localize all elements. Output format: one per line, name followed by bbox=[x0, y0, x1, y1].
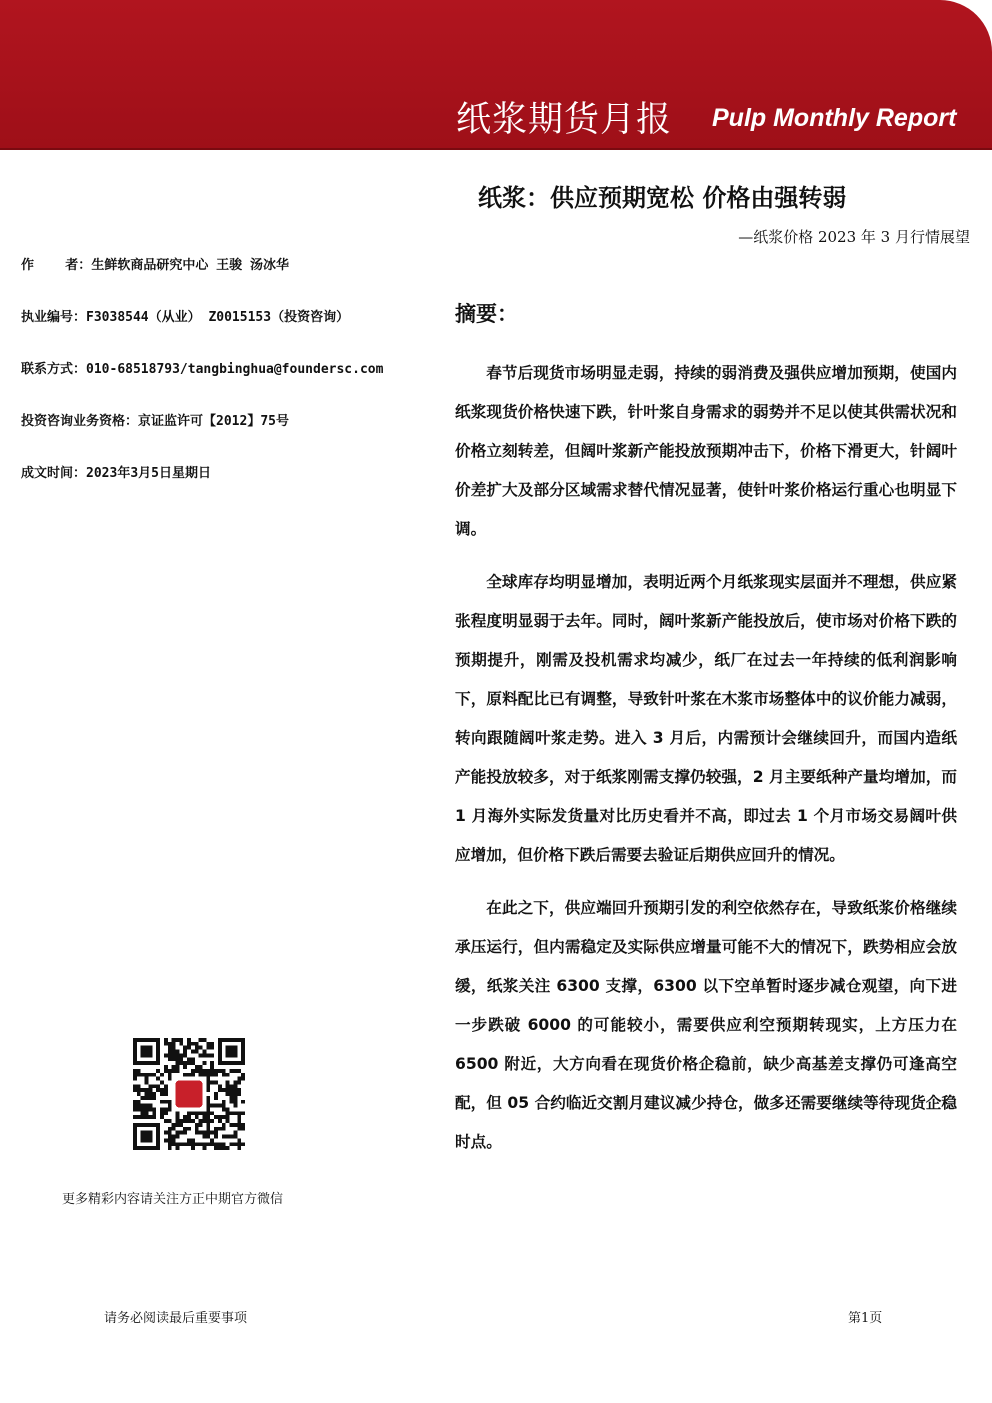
meta-date-value: 2023年3月5日星期日 bbox=[86, 466, 211, 481]
footer-notice[interactable]: 请务必阅读最后重要事项 bbox=[104, 1311, 248, 1326]
wechat-qr-code-icon[interactable] bbox=[133, 1038, 245, 1150]
meta-qualification bbox=[21, 410, 289, 429]
meta-date bbox=[21, 462, 211, 481]
report-title-cn: 纸浆期货月报 bbox=[456, 100, 673, 140]
abstract-paragraph: 在此之下，供应端回升预期引发的利空依然存在，导致纸浆价格继续承压运行，但内需稳定及实际供应增量可能不大的情况下，跌势相应会放缓，纸浆关注 6300 支撑，6300 以下空单暂时逐步减仓观望，向下进一步跌破 6000 的可能较小，需要供应利空预期转现实，上方压力在 6500 附近，大方向看在现货价格企稳前，缺少高基差支撑仍可逢高空配，但 05 合约临近交割月建议减少持仓，做多还需要继续等待现货企稳时点。 bbox=[455, 899, 957, 1151]
page-number: 第1页 bbox=[848, 1311, 883, 1326]
qr-caption: 更多精彩内容请关注方正中期官方微信 bbox=[62, 1192, 284, 1207]
meta-license-label: 执业编号： bbox=[21, 310, 87, 325]
meta-contact-value[interactable]: 010-68518793/tangbinghua@foundersc.com bbox=[86, 362, 384, 377]
abstract-paragraph: 春节后现货市场明显走弱，持续的弱消费及强供应增加预期，使国内纸浆现货价格快速下跌，针叶浆自身需求的弱势并不足以使其供需状况和价格立刻转差，但阔叶浆新产能投放预期冲击下，价格下滑更大，针阔叶价差扩大及部分区域需求替代情况显著，使针叶浆价格运行重心也明显下调。 bbox=[455, 364, 957, 538]
abstract-paragraph: 全球库存均明显增加，表明近两个月纸浆现实层面并不理想，供应紧张程度明显弱于去年。同时，阔叶浆新产能投放后，使市场对价格下跌的预期提升，刚需及投机需求均减少，纸厂在过去一年持续的低利润影响下，原料配比已有调整，导致针叶浆在木浆市场整体中的议价能力减弱，转向跟随阔叶浆走势。进入 3 月后，内需预计会继续回升，而国内造纸产能投放较多，对于纸浆刚需支撑仍较强，2 月主要纸种产量均增加，而 1 月海外实际发货量对比历史看并不高，即过去 1 个月市场交易阔叶供应增加，但价格下跌后需要去验证后期供应回升的情况。 bbox=[455, 573, 957, 864]
document-title: 纸浆：供应预期宽松 价格由强转弱 bbox=[478, 184, 847, 212]
abstract-heading: 摘要： bbox=[455, 302, 518, 326]
document-subtitle: —纸浆价格 2023 年 3 月行情展望 bbox=[738, 228, 970, 246]
abstract-body bbox=[455, 354, 957, 1176]
meta-author-label: 作 者： bbox=[21, 258, 92, 273]
meta-qualification-value: 京证监许可【2012】75号 bbox=[138, 414, 289, 429]
report-title-en: Pulp Monthly Report bbox=[712, 104, 957, 132]
meta-contact bbox=[21, 358, 383, 377]
meta-author bbox=[21, 254, 289, 273]
meta-license bbox=[21, 306, 349, 325]
meta-author-value: 生鲜软商品研究中心 王骏 汤冰华 bbox=[91, 258, 289, 273]
meta-qualification-label: 投资咨询业务资格： bbox=[21, 414, 139, 429]
header-divider bbox=[0, 148, 992, 150]
meta-contact-label: 联系方式： bbox=[21, 362, 87, 377]
meta-license-value: F3038544（从业） Z0015153（投资咨询） bbox=[86, 310, 350, 325]
meta-date-label: 成文时间： bbox=[21, 466, 87, 481]
